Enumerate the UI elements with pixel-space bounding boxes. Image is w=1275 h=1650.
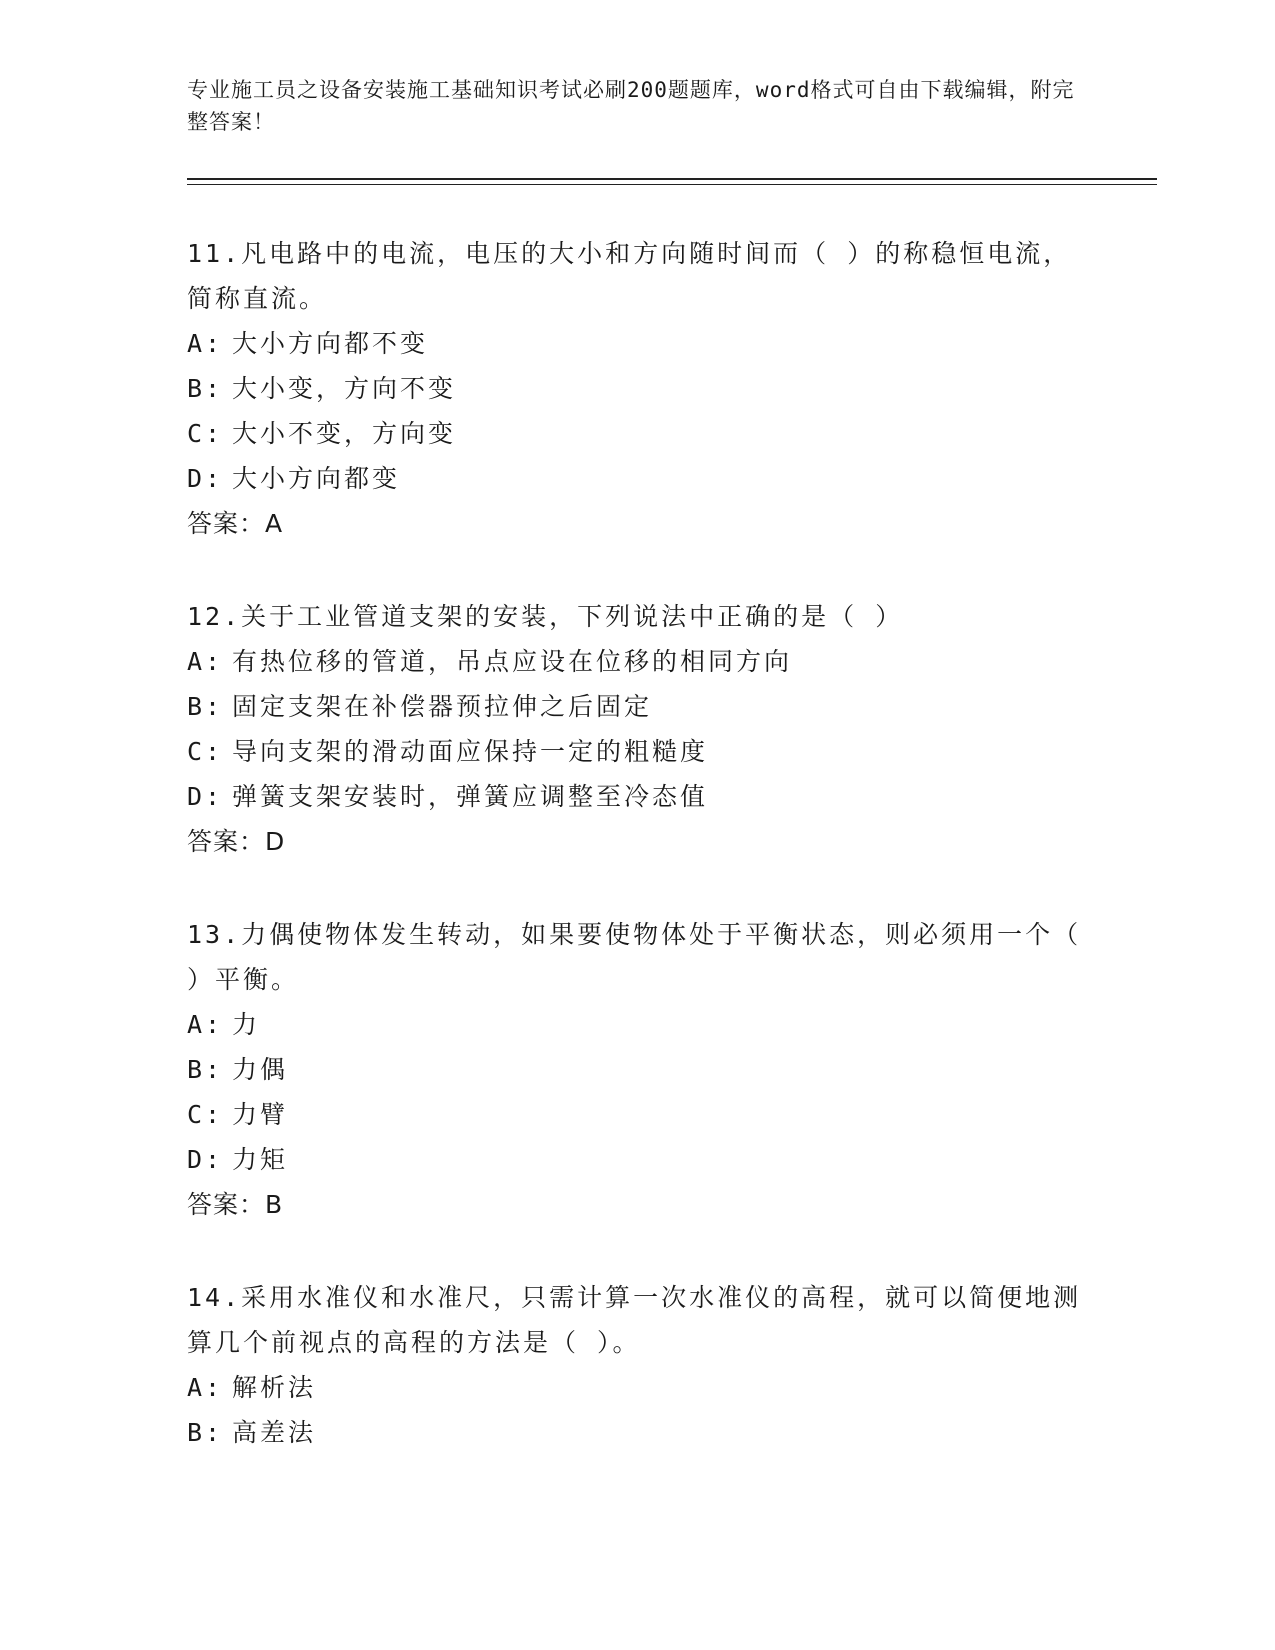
option-letter: C:	[187, 1100, 224, 1129]
option-text: 高差法	[232, 1418, 317, 1447]
option-a	[187, 1002, 1087, 1047]
option-text: 有热位移的管道，吊点应设在位移的相同方向	[232, 647, 793, 676]
option-letter: A:	[187, 329, 224, 358]
option-letter: B:	[187, 1418, 224, 1447]
option-a	[187, 321, 1087, 366]
question-stem: 12.关于工业管道支架的安装，下列说法中正确的是（ ）	[187, 602, 904, 631]
option-text: 大小不变，方向变	[232, 419, 457, 448]
option-a	[187, 1365, 1087, 1410]
answer-line: 答案：A	[187, 509, 284, 538]
option-letter: A:	[187, 1373, 224, 1402]
option-c	[187, 1092, 1087, 1137]
option-letter: B:	[187, 692, 224, 721]
option-text: 力偶	[232, 1055, 289, 1084]
question-11	[187, 231, 1087, 546]
option-c	[187, 411, 1087, 456]
option-letter: D:	[187, 464, 224, 493]
option-text: 导向支架的滑动面应保持一定的粗糙度	[232, 737, 709, 766]
option-b	[187, 684, 1087, 729]
option-d	[187, 1137, 1087, 1182]
option-b	[187, 1047, 1087, 1092]
header-divider-thick	[187, 178, 1157, 180]
option-text: 大小方向都变	[232, 464, 401, 493]
option-a	[187, 639, 1087, 684]
option-text: 力臂	[232, 1100, 289, 1129]
option-letter: A:	[187, 647, 224, 676]
option-text: 弹簧支架安装时，弹簧应调整至冷态值	[232, 782, 709, 811]
question-list	[187, 231, 1087, 1503]
option-text: 力	[232, 1010, 261, 1039]
option-text: 解析法	[232, 1373, 317, 1402]
question-stem: 14.采用水准仪和水准尺，只需计算一次水准仪的高程，就可以简便地测算几个前视点的高程的方法是（ ）。	[187, 1283, 1082, 1357]
option-letter: D:	[187, 782, 224, 811]
question-stem: 11.凡电路中的电流，电压的大小和方向随时间而（ ）的称稳恒电流，简称直流。	[187, 239, 1072, 313]
option-letter: B:	[187, 1055, 224, 1084]
question-14	[187, 1275, 1087, 1455]
document-header: 专业施工员之设备安装施工基础知识考试必刷200题题库，word格式可自由下载编辑，附完整答案！	[187, 78, 1075, 134]
question-13	[187, 912, 1087, 1227]
option-c	[187, 729, 1087, 774]
option-text: 固定支架在补偿器预拉伸之后固定	[232, 692, 653, 721]
option-text: 力矩	[232, 1145, 289, 1174]
option-text: 大小变，方向不变	[232, 374, 457, 403]
header-divider-thin	[187, 184, 1157, 185]
option-letter: C:	[187, 419, 224, 448]
question-12	[187, 594, 1087, 864]
option-letter: B:	[187, 374, 224, 403]
option-b	[187, 366, 1087, 411]
answer-line: 答案：D	[187, 827, 286, 856]
option-letter: C:	[187, 737, 224, 766]
question-stem: 13.力偶使物体发生转动，如果要使物体处于平衡状态，则必须用一个（ ）平衡。	[187, 920, 1082, 994]
option-d	[187, 774, 1087, 819]
option-d	[187, 456, 1087, 501]
answer-line: 答案：B	[187, 1190, 284, 1219]
option-letter: D:	[187, 1145, 224, 1174]
option-letter: A:	[187, 1010, 224, 1039]
option-text: 大小方向都不变	[232, 329, 429, 358]
option-b	[187, 1410, 1087, 1455]
